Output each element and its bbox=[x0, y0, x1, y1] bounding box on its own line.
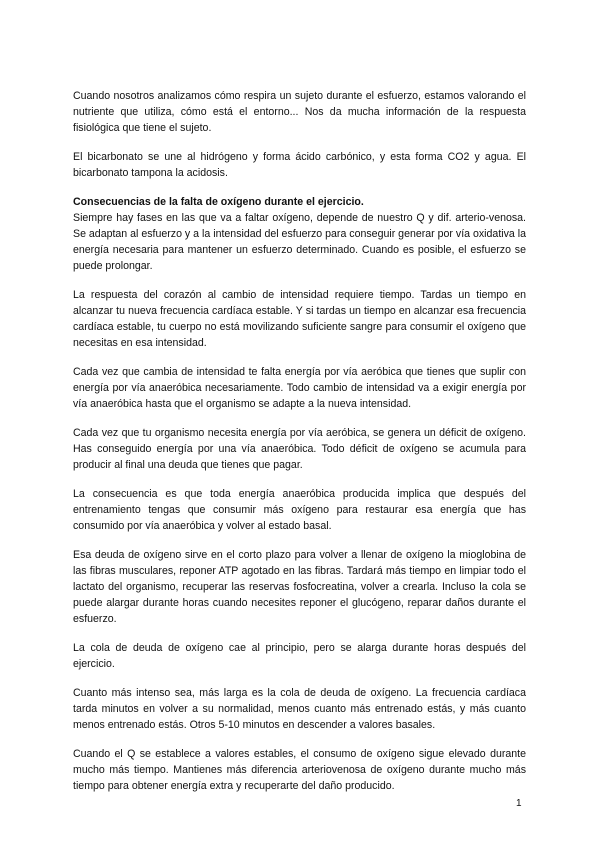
paragraph-bicarbonate: El bicarbonato se une al hidrógeno y forma ácido carbónico, y esta forma CO2 y agua. El bicarbonato tampona la acidosis. bbox=[73, 151, 526, 179]
paragraph-oxygen-deficit: Cada vez que tu organismo necesita energía por vía aeróbica, se genera un déficit de oxígeno. Has conseguido energía por una vía anaeróbica. Todo déficit de oxígeno se acumula para producir al final una deuda que tienes que pagar. bbox=[73, 427, 526, 471]
paragraph-intensity-change: Cada vez que cambia de intensidad te falta energía por vía aeróbica que tienes que suplir con energía por vía anaeróbica necesariamente. Todo cambio de intensidad va a exigir energía por vía anaeróbica hasta que el organismo se adapte a la nueva intensidad. bbox=[73, 366, 526, 410]
section-heading: Consecuencias de la falta de oxígeno durante el ejercicio. bbox=[73, 196, 364, 208]
paragraph-consequence: La consecuencia es que toda energía anaeróbica producida implica que después del entrenamiento tengas que consumir más oxígeno para restaurar esa energía que has consumido por vía anaeróbica y volver al estado basal. bbox=[73, 488, 526, 532]
page-number: 1 bbox=[516, 798, 522, 809]
paragraph-phases: Siempre hay fases en las que va a faltar oxígeno, depende de nuestro Q y dif. arterio-venosa. Se adaptan al esfuerzo y a la intensidad del esfuerzo para conseguir generar por vía oxidativa la energía necesaria para mantener un esfuerzo determinado. Cuando es posible, el esfuerzo se puede prolongar. bbox=[73, 212, 526, 272]
paragraph-cardiac-output: Cuando el Q se establece a valores estables, el consumo de oxígeno sigue elevado durante mucho más tiempo. Mantienes más diferencia arteriovenosa de oxígeno durante mucho más tiempo para obtener energía extra y recuperarte del daño producido. bbox=[73, 748, 526, 792]
paragraph-debt-tail: La cola de deuda de oxígeno cae al principio, pero se alarga durante horas después del ejercicio. bbox=[73, 642, 526, 670]
paragraph-respiration-analysis: Cuando nosotros analizamos cómo respira un sujeto durante el esfuerzo, estamos valorando el nutriente que utiliza, cómo está el entorno... Nos da mucha información de la respuesta fisiológica que tiene el sujeto. bbox=[73, 90, 526, 134]
paragraph-intensity-tail: Cuanto más intenso sea, más larga es la cola de deuda de oxígeno. La frecuencia cardíaca tarda minutos en volver a su normalidad, menos cuanto más entrenado estás, y más cuanto menos entrenado estás. Otros 5-10 minutos en descender a valores basales. bbox=[73, 687, 526, 731]
paragraph-heart-response: La respuesta del corazón al cambio de intensidad requiere tiempo. Tardas un tiempo en alcanzar tu nueva frecuencia cardíaca estable. Y si tardas un tiempo en alcanzar esa frecuencia cardíaca estable, tu cuerpo no está movilizando suficiente sangre para consumir el oxígeno que necesitas en esa intensidad. bbox=[73, 289, 526, 349]
paragraph-oxygen-debt: Esa deuda de oxígeno sirve en el corto plazo para volver a llenar de oxígeno la mioglobina de las fibras musculares, reponer ATP agotado en las fibras. Tardará más tiempo en limpiar todo el lactato del organismo, recuperar las reservas fosfocreatina, volver a crearla. Incluso la cola se puede alargar durante horas cuando necesites reponer el glucógeno, reparar daños durante el esfuerzo. bbox=[73, 549, 526, 625]
page-content bbox=[73, 88, 526, 807]
section-oxygen-deficit bbox=[73, 194, 526, 794]
